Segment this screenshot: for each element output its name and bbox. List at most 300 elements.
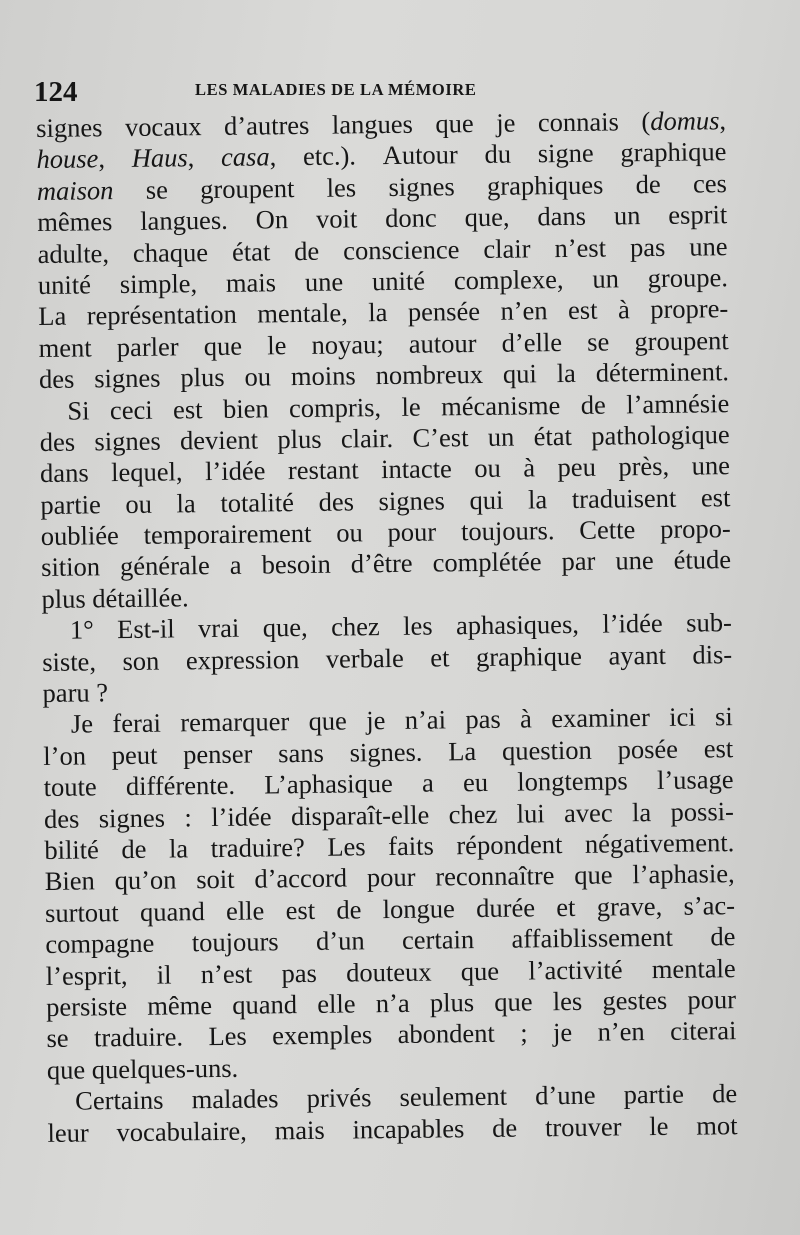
word [597,1016,644,1048]
italic-word: maison [36,174,114,206]
word [343,234,460,267]
word-part: quand [139,895,205,927]
word [43,740,86,772]
word [561,546,595,578]
word-part: les [326,172,357,203]
word-part: n’est [554,232,607,263]
word-part: complexe, [453,263,564,296]
word [169,833,188,865]
word [430,642,449,674]
word [503,358,537,390]
word [47,1054,86,1086]
word-part: de [580,389,606,420]
word-part: peu [557,451,597,483]
word [125,488,152,520]
word-part: longtemps [517,765,628,797]
word-part: signe [537,138,594,169]
italic-word: house [36,143,99,175]
word-part: différente. [125,769,236,802]
word [502,327,563,359]
word [618,295,630,327]
word [278,738,324,770]
italic-word: Haus [131,142,188,174]
word [183,738,253,770]
word-part: unité [371,265,426,297]
word-part: qui [502,358,537,389]
word-part: négativement. [584,827,735,859]
word [537,201,586,233]
word-part: sub- [686,607,732,638]
word [686,607,732,639]
word-part: l’aphasie, [632,858,735,890]
word [289,392,381,424]
word [454,264,564,297]
word-part: mentale, [257,297,348,329]
word-part: les [402,610,433,642]
word-part: est [285,894,316,925]
word [210,832,305,864]
word-part: chaque [132,236,209,268]
word-part: simple, [119,268,198,300]
word-part: Autour [382,139,458,171]
word [614,200,641,232]
word [704,733,734,765]
word-part: des [318,486,355,517]
word-part: pathologique [591,419,730,451]
word [630,231,666,263]
word [464,202,509,234]
word-part: persiste [45,990,128,1022]
word-part: connais [537,106,620,138]
word [568,295,598,327]
word [349,736,422,768]
word-part: citerai [669,1015,737,1047]
word [291,361,356,393]
word-part: la [556,358,577,389]
word-part: Cette [579,514,636,545]
word [632,858,735,891]
word [41,520,119,552]
word [523,453,535,485]
word [191,1083,278,1115]
word-part: pas [281,957,318,988]
word [327,831,366,863]
word [224,110,310,142]
word-part: que [435,108,474,139]
word [409,328,477,360]
word [173,394,203,426]
word [112,708,161,740]
word [186,644,300,677]
word [140,896,205,928]
word [579,514,635,546]
word [585,827,735,860]
word [146,174,168,206]
word [596,356,730,389]
page-number: 124 [34,76,78,108]
word [492,1112,517,1144]
word [192,926,279,958]
word-part: n’a [375,987,410,1019]
word-part: un [613,200,641,231]
word [44,803,80,835]
word [591,419,730,452]
word-part: lequel, [111,456,183,488]
word-part: groupent [634,324,729,356]
word-part: ment [38,332,92,363]
word-part: la [168,833,189,864]
word [494,986,533,1018]
word-part: son [122,645,160,676]
word-part: complétée [432,546,542,578]
word [117,331,179,363]
word [37,175,114,207]
word [341,423,394,455]
word-part: siste, [42,645,97,677]
word [226,267,276,299]
word [402,924,474,956]
word [383,893,455,925]
word-part: plus [180,362,225,393]
word-part: expression [185,643,300,675]
word [180,424,258,456]
word [608,640,666,672]
word [626,388,729,421]
word [488,422,515,454]
word-part: n’en [500,295,548,327]
word-part: dans [537,200,587,232]
word [520,1018,528,1049]
word [85,1052,238,1085]
word [184,802,192,833]
word [500,296,547,328]
word [687,984,736,1016]
word [632,797,651,829]
word [496,108,515,140]
word [602,608,663,640]
word [46,960,128,992]
word-part: plus [277,423,322,455]
word-part: peut [111,739,158,770]
word [232,989,297,1021]
word [226,895,265,927]
word-part: un [592,263,620,294]
word-part: mais [225,267,277,298]
word-part: par [561,546,596,577]
word [538,138,594,170]
word [476,892,535,924]
word-part: bien [222,392,269,424]
word [277,424,322,456]
word [520,704,532,736]
word [305,266,344,298]
word [535,1080,596,1112]
word [230,550,242,582]
word-part: gestes [602,984,668,1016]
word [399,1081,507,1114]
word [484,139,511,171]
word [618,451,669,483]
word-part: exemples [272,1019,373,1051]
word [388,171,455,203]
word [376,988,410,1020]
word-part: abondent [397,1018,495,1050]
word [318,486,354,518]
word [435,861,555,894]
word-part: La [38,301,67,332]
word-part: dis- [692,638,733,670]
word [456,829,562,862]
word [388,831,434,863]
word-part: douteux [345,956,432,988]
word-part: je [552,1017,573,1048]
word [45,928,154,961]
word-part: l’idée [602,608,663,639]
word [487,169,604,202]
word [581,389,606,421]
word [140,205,228,237]
word-part: eu [462,767,489,798]
word [114,865,176,897]
word-part: propo- [659,513,731,545]
word-part: malades [191,1083,279,1115]
word [502,735,592,767]
word [435,108,474,140]
word [351,548,413,580]
word [294,235,319,267]
word-part: C’est [412,422,469,453]
word-part: a [229,550,242,581]
word [474,453,501,485]
word [40,489,101,521]
word [378,485,445,517]
word-part: de [294,235,320,266]
word-part: près, [618,451,670,482]
word [641,105,726,137]
word [465,704,501,736]
word [617,734,678,766]
word-part: clair [483,232,531,264]
word-part: signes [98,802,166,833]
word-part: une [304,266,344,297]
word [441,390,561,423]
word [461,515,555,547]
word-part: grave, [596,890,663,922]
word [483,233,530,265]
word-part: représentation [86,299,238,331]
word-part: soit [196,864,235,895]
word [38,332,91,364]
word-part: etc.). [302,140,357,172]
word-part: est [172,393,203,424]
word [70,615,94,647]
word [715,702,733,734]
word-part: Est-il [117,613,175,645]
word [403,611,433,643]
word [143,518,311,551]
word-part: Les [327,831,366,862]
word-part: à [519,703,532,734]
word [592,263,619,295]
word-part: ou [474,453,501,484]
word [44,834,99,866]
word-part: à [617,294,630,325]
word-part: Je [70,708,94,740]
word-part: la [631,796,652,827]
word-part: remarquer [180,706,290,738]
word-part: n’en [597,1016,645,1048]
word-part: elle [317,988,356,1019]
word-part: L’aphasique [264,768,393,800]
word [201,958,253,990]
word-part: ou [244,361,272,392]
word-part: ayant [608,639,667,671]
word-part: s’ac- [683,889,736,921]
word-part: la [368,297,388,328]
word-part: pas [629,231,666,262]
word-part: ( [641,106,651,137]
word-part: du [484,139,512,170]
word-part: plus [41,583,86,614]
word-part: état [231,235,271,267]
word [121,834,146,866]
word [264,768,393,801]
word-part: aphasiques, [455,609,580,641]
word [267,330,286,362]
word-part: posée [617,733,679,765]
word-part: pensée [407,296,481,328]
word-part: partie [623,1078,685,1110]
word [208,1021,247,1053]
word [669,702,696,734]
word-part: signes. [349,736,423,768]
word-part: unité [37,269,92,300]
word [147,990,212,1022]
word [221,142,277,174]
word [701,482,731,514]
word [39,364,75,396]
word [200,173,295,205]
word [553,1017,572,1049]
word-part: longue [382,893,455,924]
word-part: quelques-uns. [91,1052,239,1085]
word-part: Si [67,394,90,426]
word-part: nombreux [375,359,484,391]
word [657,764,734,796]
word-part: est [700,481,731,513]
word [256,204,289,236]
word-part: conscience [343,233,460,266]
word [41,583,86,615]
word [383,140,458,172]
word [272,1020,372,1053]
word [263,612,308,644]
word-part: Les [208,1020,247,1052]
word [683,890,735,922]
word [430,987,475,1019]
word [42,677,108,709]
word-part: ici [669,701,696,733]
word [37,238,109,270]
word-part: lui [516,797,545,829]
word [94,1022,183,1054]
word [274,1114,324,1146]
word-part: des [39,426,76,457]
word-part: totalité [220,486,295,518]
word [326,643,404,675]
word-part: penser [183,738,253,770]
word-part: si [714,701,733,732]
word-part: devient [179,424,259,456]
word-part: se [46,1023,69,1054]
word [556,892,575,924]
word-part: que [203,330,243,361]
word-part: signes [94,362,161,394]
word-part: qui [469,484,504,515]
word-part: , [269,141,277,172]
word [448,736,476,768]
word [432,547,541,580]
word [615,545,654,577]
word [405,705,447,737]
word-part: graphique [475,640,583,672]
word [327,172,357,204]
word-part: a [421,767,434,798]
word [528,954,623,986]
word [232,236,271,268]
word [316,204,358,236]
word-part: vrai [197,612,240,644]
word-part: examiner [551,702,650,734]
word-part: même [147,989,213,1021]
word [196,864,235,896]
word [574,860,613,892]
word [291,799,430,832]
word [401,391,420,423]
word [94,363,161,395]
word [652,953,736,985]
word-part: 1° [69,614,94,645]
word-part: faits [388,830,434,862]
word [336,517,363,549]
word-part: la [527,483,548,515]
word [46,991,127,1023]
word [551,702,650,735]
word [37,206,112,238]
body-text [36,105,738,1149]
word-part: d’un [315,925,365,957]
word-part: ou [336,517,363,548]
word [692,639,732,671]
word [634,325,729,357]
word-part: Certains [75,1084,164,1116]
word [692,450,731,482]
word-part: que [460,955,500,986]
word-part: le [267,329,287,361]
word-part: : [184,801,192,832]
word-part: besoin [261,549,331,580]
word [366,705,385,737]
word [368,297,387,329]
word-part: graphiques [486,169,604,201]
word [620,137,726,170]
word [696,1110,738,1142]
word [381,454,452,486]
word [597,891,663,923]
word-part: générale [119,550,210,582]
word-part: voit [315,203,358,235]
word-part: et [556,891,576,922]
